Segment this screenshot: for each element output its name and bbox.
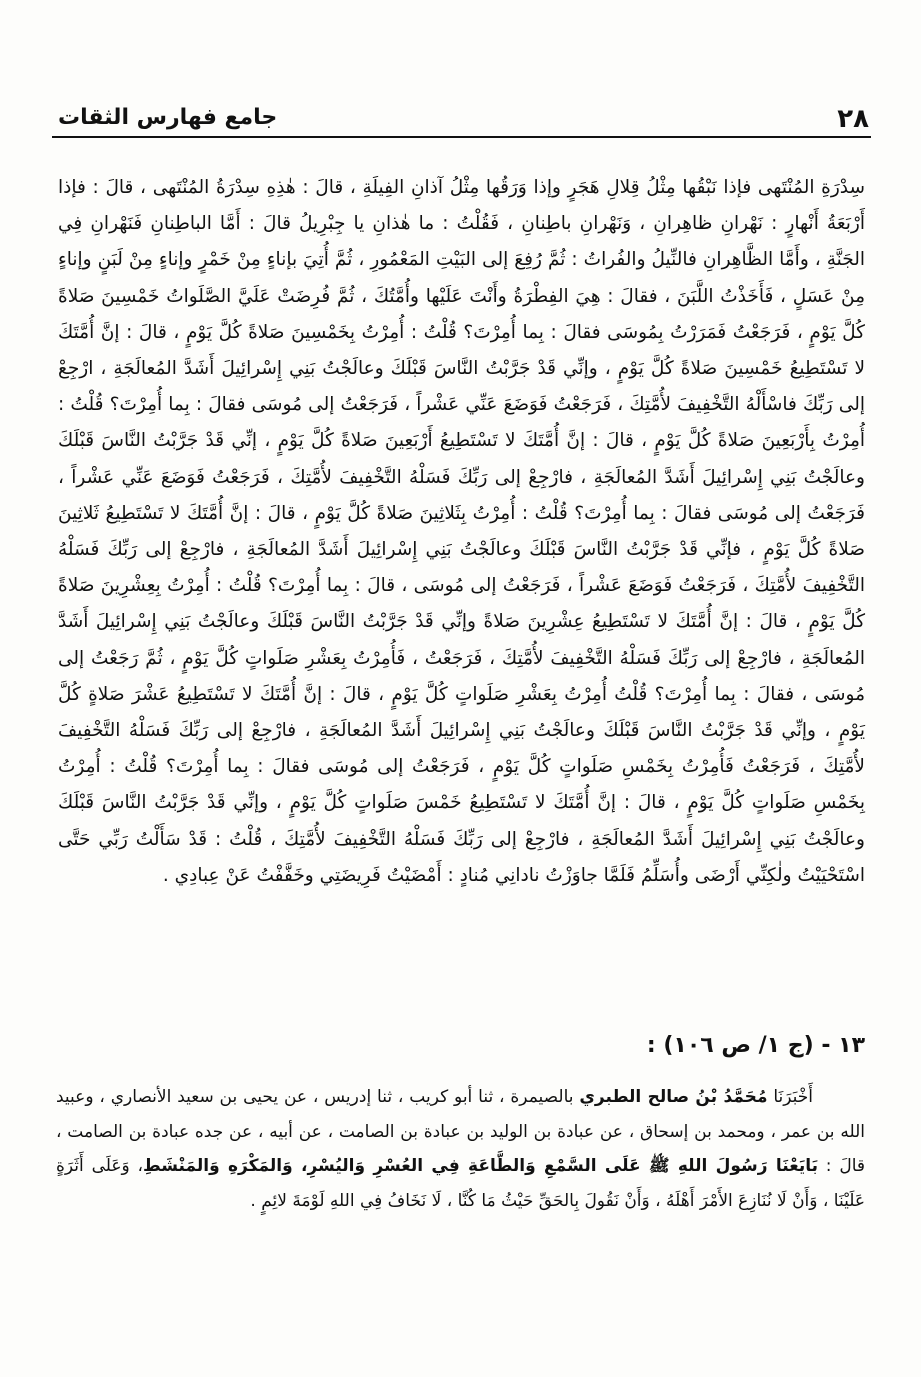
header-divider bbox=[52, 136, 871, 138]
narration-paragraph: سِدْرَةِ المُنْتَهى فإذا نَبْقُها مِثْلُ قِلالِ هَجَرٍ وإذا وَرَقُها مِثْلُ آذانِ الفِيلَةِ ، قالَ : هٰذِهِ سِدْرَةُ المُنْتَهى ، قالَ : فإذا أَرْبَعَةُ أَنْهارٍ : نَهْرانِ ظاهِرانِ ، وَنَهْرانِ باطِنانِ ، فَقُلْتُ : ما هٰذانِ يا جِبْرِيلُ قالَ : أَمَّا الباطِنانِ فَنَهْرانِ فِي الجَنَّةِ ، وأَمَّا الظَّاهِرانِ فالنِّيلُ والفُراتُ : ثُمَّ رُفِعَ إلى البَيْتِ المَعْمُورِ ، ثُمَّ أُتِيَ بإناءٍ مِنْ خَمْرٍ وإناءٍ مِنْ لَبَنٍ وإناءٍ مِنْ عَسَلٍ ، فَأَخَذْتُ اللَّبَنَ ، فقالَ : هِيَ الفِطْرَةُ وأَنْتَ عَلَيْها وأُمَّتُكَ ، ثُمَّ فُرِضَتْ عَلَيَّ الصَّلَواتُ خَمْسِينَ صَلاةً كُلَّ يَوْمٍ ، فَرَجَعْتُ فَمَرَرْتُ بِمُوسَى فقالَ : بِما أُمِرْتَ؟ قُلْتُ : أُمِرْتُ بِخَمْسِينَ صَلاةً كُلَّ يَوْمٍ ، قالَ : إنَّ أُمَّتَكَ لا تَسْتَطِيعُ خَمْسِينَ صَلاةً كُلَّ يَوْمٍ ، وإنِّي قَدْ جَرَّبْتُ النَّاسَ قَبْلَكَ وعالَجْتُ بَنِي إِسْرائِيلَ أَشَدَّ المُعالَجَةِ ، ارْجِعْ إلى رَبِّكَ فاسْأَلْهُ التَّخْفِيفَ لأُمَّتِكَ ، فَرَجَعْتُ فَوَضَعَ عَنِّي عَشْراً ، فَرَجَعْتُ إلى مُوسَى فقالَ : بِما أُمِرْتَ؟ قُلْتُ : أُمِرْتُ بِأَرْبَعِينَ صَلاةً كُلَّ يَوْمٍ ، قالَ : إنَّ أُمَّتَكَ لا تَسْتَطِيعُ أَرْبَعِينَ صَلاةً كُلَّ يَوْمٍ ، إنِّي قَدْ جَرَّبْتُ النَّاسَ قَبْلَكَ وعالَجْتُ بَنِي إِسْرائِيلَ أَشَدَّ المُعالَجَةِ ، فارْجِعْ إلى رَبِّكَ فَسَلْهُ التَّخْفِيفَ لأُمَّتِكَ ، فَرَجَعْتُ فَوَضَعَ عَنِّي عَشْراً ، فَرَجَعْتُ إلى مُوسَى فقالَ : بِما أُمِرْتَ؟ قُلْتُ : أُمِرْتُ بِثَلاثِينَ صَلاةً كُلَّ يَوْمٍ ، قالَ : إنَّ أُمَّتَكَ لا تَسْتَطِيعُ ثَلاثِينَ صَلاةً كُلَّ يَوْمٍ ، فإنِّي قَدْ جَرَّبْتُ النَّاسَ قَبْلَكَ وعالَجْتُ بَنِي إِسْرائِيلَ أَشَدَّ المُعالَجَةِ ، فارْجِعْ إلى رَبِّكَ فَسَلْهُ التَّخْفِيفَ لأُمَّتِكَ ، فَرَجَعْتُ فَوَضَعَ عَشْراً ، فَرَجَعْتُ إلى مُوسَى ، قالَ : بِما أُمِرْتَ؟ قُلْتُ : أُمِرْتُ بِعِشْرِينَ صَلاةً كُلَّ يَوْمٍ ، قالَ : إنَّ أُمَّتَكَ لا تَسْتَطِيعُ عِشْرِينَ صَلاةً وإنِّي قَدْ جَرَّبْتُ النَّاسَ قَبْلَكَ وعالَجْتُ بَنِي إِسْرائِيلَ أَشَدَّ المُعالَجَةِ ، فارْجِعْ إلى رَبِّكَ فَسَلْهُ التَّخْفِيفَ لأُمَّتِكَ ، فَرَجَعْتُ ، فَأُمِرْتُ بِعَشْرِ صَلَواتٍ كُلَّ يَوْمٍ ، ثُمَّ رَجَعْتُ إلى مُوسَى ، فقالَ : بِما أُمِرْتَ؟ قُلْتُ أُمِرْتُ بِعَشْرِ صَلَواتٍ كُلَّ يَوْمٍ ، قالَ : إنَّ أُمَّتَكَ لا تَسْتَطِيعُ عَشْرَ صَلاةٍ كُلَّ يَوْمٍ ، وإنِّي قَدْ جَرَّبْتُ النَّاسَ قَبْلَكَ وعالَجْتُ بَنِي إِسْرائِيلَ أَشَدَّ المُعالَجَةِ ، فارْجِعْ إلى رَبِّكَ فَسَلْهُ التَّخْفِيفَ لأُمَّتِكَ ، فَرَجَعْتُ فَأُمِرْتُ بِخَمْسِ صَلَواتٍ كُلَّ يَوْمٍ ، فَرَجَعْتُ إلى مُوسَى فقالَ : بِما أُمِرْتَ؟ قُلْتُ : أُمِرْتُ بِخَمْسِ صَلَواتٍ كُلَّ يَوْمٍ ، قالَ : إنَّ أُمَّتَكَ لا تَسْتَطِيعُ خَمْسَ صَلَواتٍ كُلَّ يَوْمٍ ، وإنِّي قَدْ جَرَّبْتُ النَّاسَ قَبْلَكَ وعالَجْتُ بَنِي إِسْرائِيلَ أَشَدَّ المُعالَجَةِ ، فارْجِعْ إلى رَبِّكَ فَسَلْهُ التَّخْفِيفَ لأُمَّتِكَ ، قُلْتُ : قَدْ سَأَلْتُ رَبِّي حَتَّى اسْتَحْيَيْتُ ولٰكِنِّي أَرْضَى وأُسَلِّمُ فَلَمَّا جاوَزْتُ نادانِي مُنادٍ : أَمْضَيْتُ فَرِيضَتِي وخَفَّفْتُ عَنْ عِبادِي . bbox=[58, 177, 865, 886]
section-heading: ١٣ - (ج ١/ ص ١٠٦) : bbox=[646, 1033, 865, 1058]
hadith-paragraph bbox=[56, 1080, 865, 1218]
hadith-conclusion: ، وَعَلَى أَثَرَةٍ عَلَيْنَا ، وَأَنْ لَا نُنَازِعَ الأَمْرَ أَهْلَهُ ، وَأَنْ نَقُولَ بِالحَقِّ حَيْثُ مَا كُنَّا ، لَا نَخَافُ فِي اللهِ لَوْمَةَ لائِمٍ . bbox=[56, 1156, 865, 1211]
running-title: جامع فهارس الثقات bbox=[58, 105, 278, 130]
page-header bbox=[58, 96, 869, 136]
page-number: ٢٨ bbox=[837, 104, 869, 134]
narrator-name: مُحَمَّدُ بْنُ صالح الطبري bbox=[579, 1087, 768, 1107]
hadith-intro: أَخْبَرَنَا bbox=[767, 1087, 813, 1107]
hadith-quote: بَايَعْنَا رَسُولَ اللهِ ﷺ عَلَى السَّمْعِ وَالطَّاعَةِ فِي العُسْرِ وَاليُسْرِ، وَالمَكْرَهِ وَالمَنْشَطِ bbox=[143, 1156, 818, 1176]
isnad-chain: بالصيمرة ، ثنا أبو كريب ، ثنا إدريس ، عن يحيى بن سعيد الأنصاري ، وعبيد الله بن عمر ، ومحمد بن إسحاق ، عن عبادة بن الوليد بن عبادة بن الصامت ، عن أبيه ، عن جده عبادة بن الصامت ، قالَ : bbox=[56, 1087, 865, 1176]
